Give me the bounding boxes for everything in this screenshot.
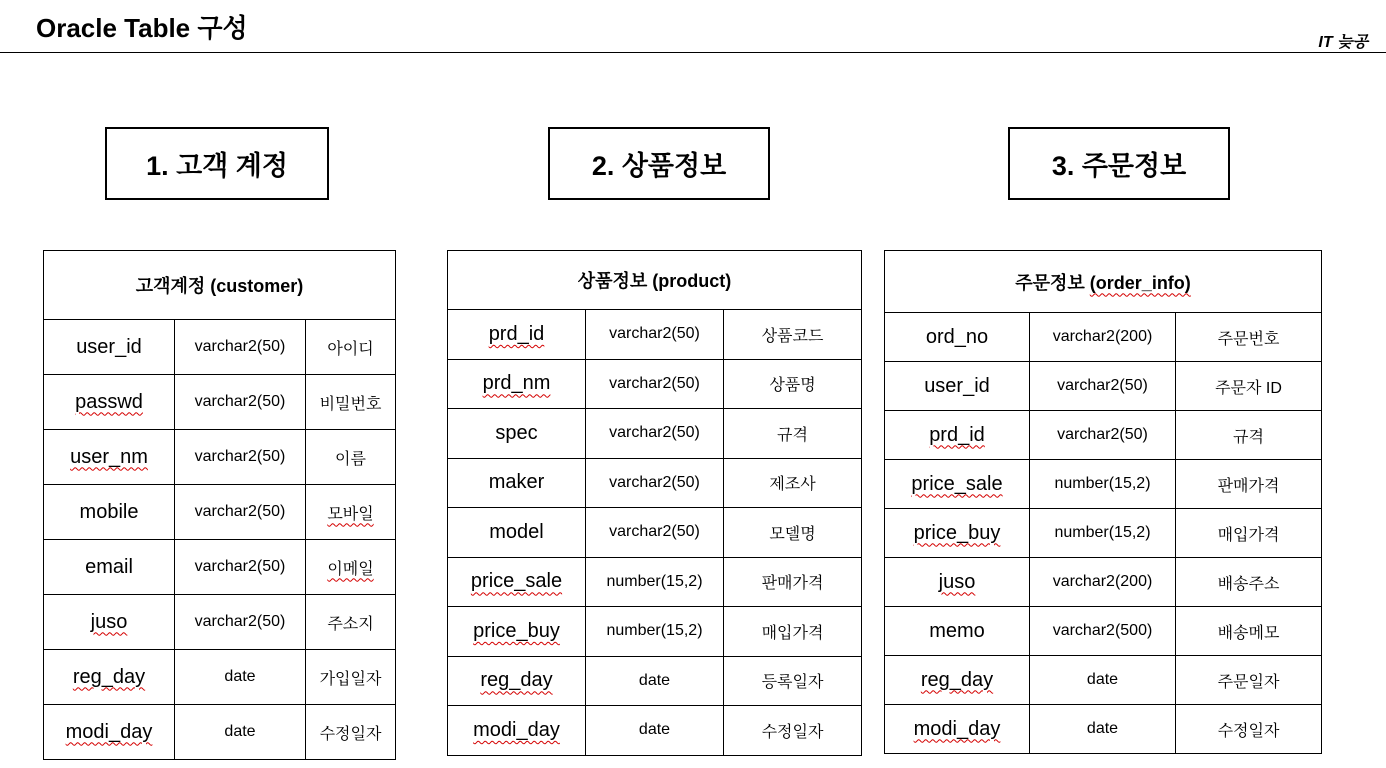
- column-name: user_id: [885, 362, 1030, 411]
- table-row: [885, 705, 1322, 754]
- column-desc: 주문일자: [1176, 656, 1322, 705]
- column-name: price_buy: [913, 521, 1001, 544]
- table-title: 상품정보 (product): [448, 251, 862, 310]
- column-desc: 판매가격: [1176, 460, 1322, 509]
- table-row: [448, 656, 862, 706]
- table-row: [885, 460, 1322, 509]
- column-type: varchar2(50): [175, 320, 306, 375]
- column-desc: 주문자 ID: [1176, 362, 1322, 411]
- column-type: varchar2(50): [586, 508, 724, 558]
- column-type: date: [175, 650, 306, 705]
- column-desc: 주소지: [306, 595, 396, 650]
- column-name: reg_day: [72, 665, 146, 688]
- column-type: varchar2(50): [175, 595, 306, 650]
- column-type: varchar2(50): [175, 375, 306, 430]
- table-row: [44, 705, 396, 760]
- column-name: reg_day: [920, 668, 994, 691]
- table-title-korean: 주문정보: [1015, 272, 1090, 293]
- column-type: varchar2(200): [1030, 558, 1176, 607]
- column-desc: 주문번호: [1176, 313, 1322, 362]
- table-row: [448, 409, 862, 459]
- column-desc: 비밀번호: [306, 375, 396, 430]
- table-row: [44, 595, 396, 650]
- column-name: modi_day: [913, 717, 1001, 740]
- slide-title: Oracle Table 구성: [36, 13, 248, 43]
- column-name: prd_id: [929, 423, 985, 446]
- column-name: mobile: [44, 485, 175, 540]
- column-desc: 수정일자: [1176, 705, 1322, 754]
- column-type: varchar2(50): [175, 430, 306, 485]
- column-name: spec: [448, 409, 586, 459]
- column-name: memo: [885, 607, 1030, 656]
- table-row: [885, 558, 1322, 607]
- table-row: [448, 359, 862, 409]
- column-name: price_buy: [473, 619, 560, 642]
- column-name: price_sale: [470, 570, 563, 593]
- column-desc: 매입가격: [1176, 509, 1322, 558]
- column-desc: 판매가격: [724, 557, 862, 607]
- table-title: 고객계정 (customer): [44, 251, 396, 320]
- column-name: user_id: [44, 320, 175, 375]
- column-name: maker: [448, 458, 586, 508]
- column-type: varchar2(200): [1030, 313, 1176, 362]
- column-desc: 아이디: [306, 320, 396, 375]
- column-desc: 수정일자: [306, 705, 396, 760]
- order-info-table: [884, 250, 1322, 754]
- table-row: [448, 607, 862, 657]
- table-row: [885, 411, 1322, 460]
- column-name: juso: [90, 610, 128, 633]
- table-row: [44, 320, 396, 375]
- column-desc: 매입가격: [724, 607, 862, 657]
- column-type: varchar2(50): [1030, 411, 1176, 460]
- column-name: model: [448, 508, 586, 558]
- column-type: number(15,2): [586, 607, 724, 657]
- table-row: [44, 485, 396, 540]
- column-type: varchar2(50): [586, 458, 724, 508]
- table-row: [44, 430, 396, 485]
- table-row: [448, 458, 862, 508]
- column-type: date: [586, 656, 724, 706]
- customer-table: [43, 250, 396, 760]
- column-type: number(15,2): [1030, 460, 1176, 509]
- column-desc: 제조사: [724, 458, 862, 508]
- column-desc: 배송주소: [1176, 558, 1322, 607]
- column-name: reg_day: [480, 669, 553, 692]
- column-desc: 모바일: [327, 505, 374, 523]
- column-type: varchar2(50): [1030, 362, 1176, 411]
- table-row: [448, 508, 862, 558]
- table-row: [885, 607, 1322, 656]
- column-name: juso: [938, 570, 976, 593]
- column-name: prd_nm: [482, 372, 551, 395]
- column-type: date: [175, 705, 306, 760]
- column-type: varchar2(500): [1030, 607, 1176, 656]
- section-heading-order: 3. 주문정보: [1008, 127, 1230, 200]
- column-type: varchar2(50): [175, 485, 306, 540]
- column-type: date: [586, 706, 724, 756]
- table-row: [44, 375, 396, 430]
- column-type: number(15,2): [1030, 509, 1176, 558]
- column-name: modi_day: [473, 718, 560, 741]
- column-desc: 규격: [1176, 411, 1322, 460]
- column-type: varchar2(50): [586, 310, 724, 360]
- column-desc: 상품명: [724, 359, 862, 409]
- table-row: [448, 310, 862, 360]
- table-row: [448, 706, 862, 756]
- column-type: date: [1030, 656, 1176, 705]
- column-desc: 규격: [724, 409, 862, 459]
- column-desc: 가입일자: [306, 650, 396, 705]
- column-name: modi_day: [65, 720, 153, 743]
- column-desc: 배송메모: [1176, 607, 1322, 656]
- column-name: prd_id: [488, 322, 545, 345]
- table-row: [885, 362, 1322, 411]
- column-desc: 모델명: [724, 508, 862, 558]
- table-row: [44, 650, 396, 705]
- column-type: number(15,2): [586, 557, 724, 607]
- column-type: varchar2(50): [586, 409, 724, 459]
- section-heading-customer: 1. 고객 계정: [105, 127, 329, 200]
- column-type: varchar2(50): [175, 540, 306, 595]
- column-desc: 상품코드: [724, 310, 862, 360]
- section-heading-product: 2. 상품정보: [548, 127, 770, 200]
- product-table: [447, 250, 862, 756]
- column-desc: 이름: [306, 430, 396, 485]
- table-row: [885, 313, 1322, 362]
- title-divider: [0, 52, 1386, 53]
- table-row: [885, 509, 1322, 558]
- column-desc: 수정일자: [724, 706, 862, 756]
- table-title-name: (order_info): [1089, 272, 1191, 293]
- table-title: [885, 251, 1322, 313]
- column-desc: 이메일: [327, 560, 374, 578]
- column-type: date: [1030, 705, 1176, 754]
- table-row: [885, 656, 1322, 705]
- column-name: price_sale: [911, 472, 1003, 495]
- column-name: email: [44, 540, 175, 595]
- column-name: passwd: [75, 390, 143, 413]
- column-type: varchar2(50): [586, 359, 724, 409]
- table-row: [44, 540, 396, 595]
- column-name: user_nm: [70, 445, 148, 468]
- column-desc: 등록일자: [724, 656, 862, 706]
- table-row: [448, 557, 862, 607]
- author-label: IT 늦공: [1318, 34, 1368, 51]
- column-name: ord_no: [885, 313, 1030, 362]
